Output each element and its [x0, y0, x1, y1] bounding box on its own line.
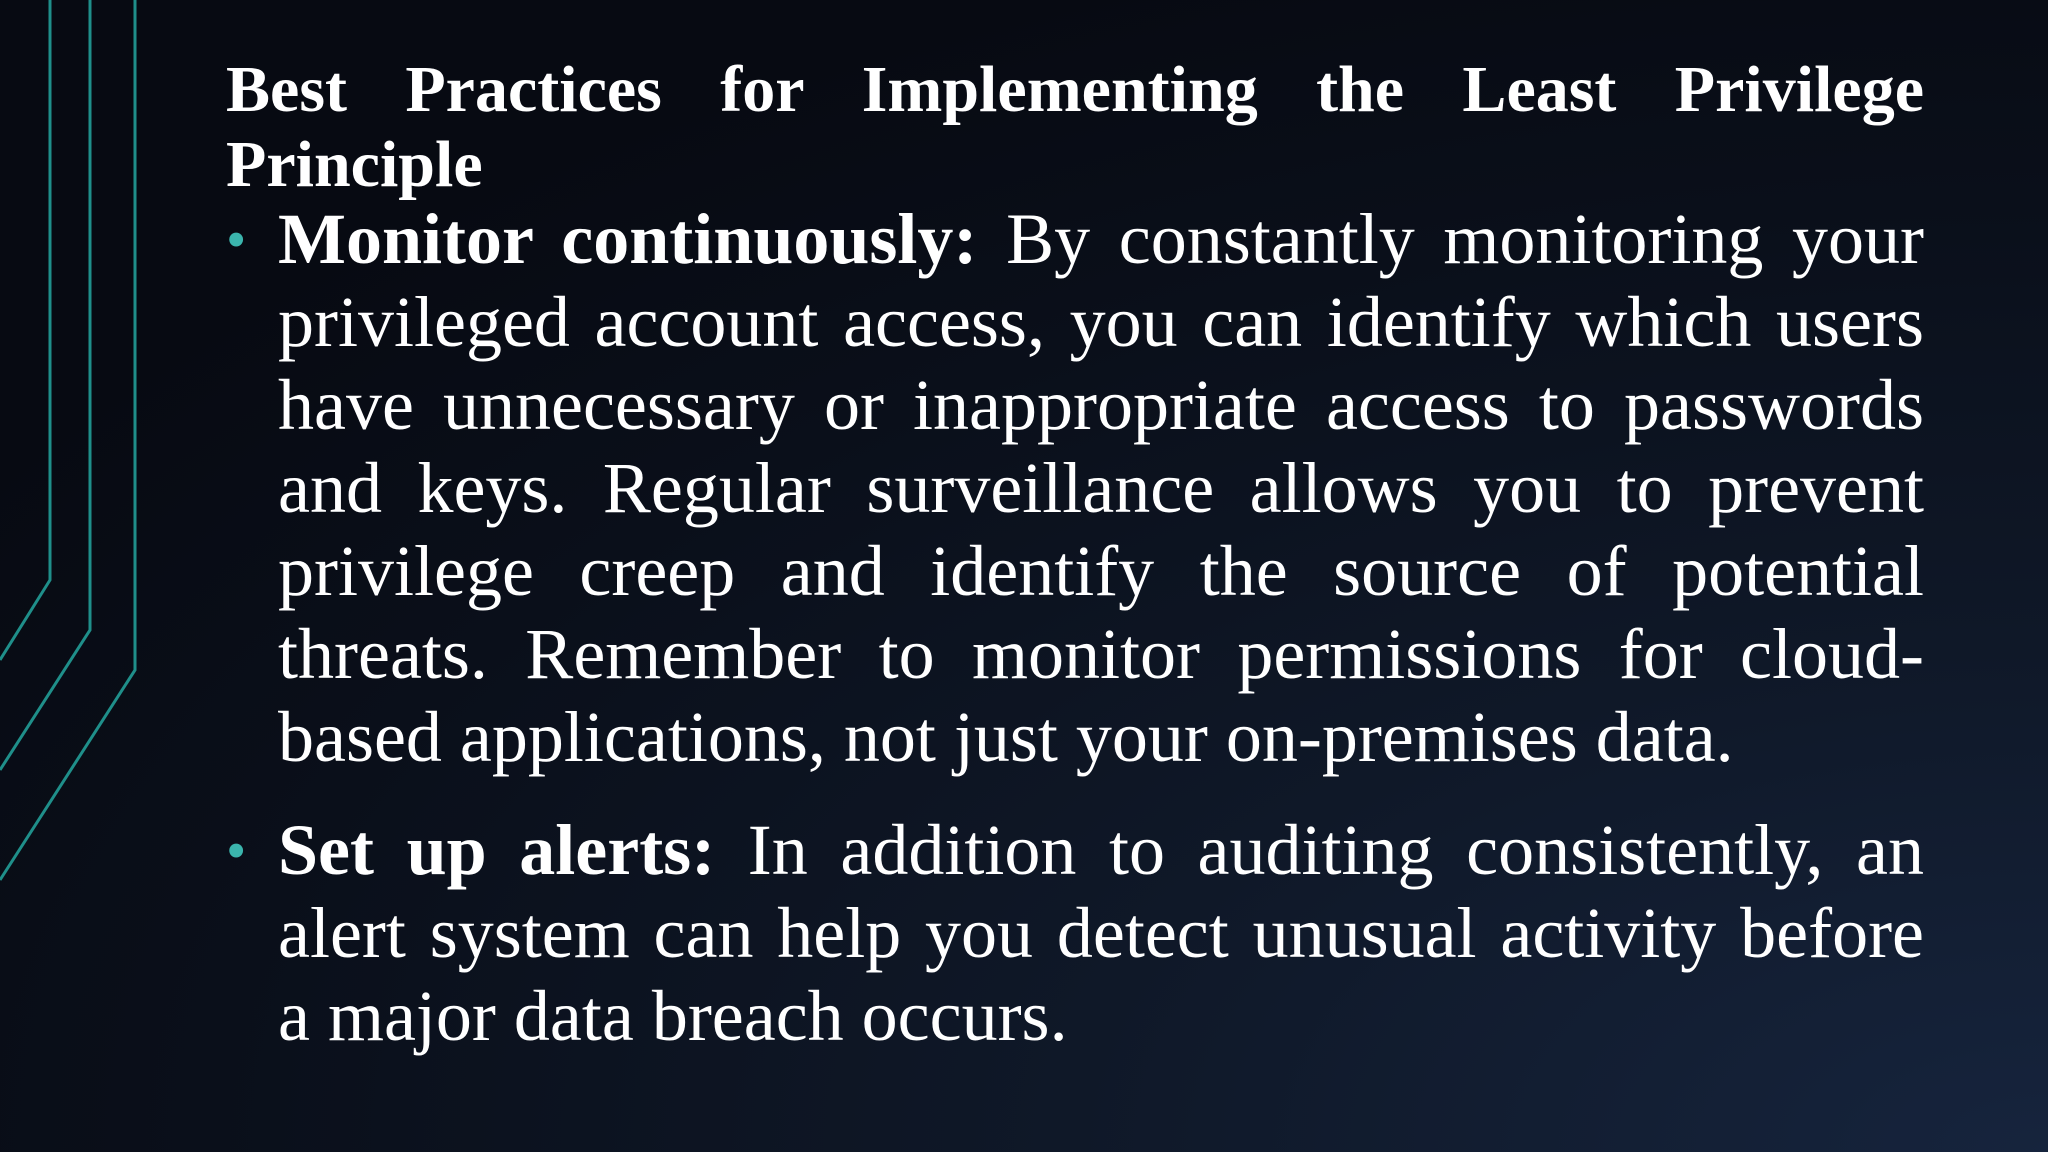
deco-line-outer	[0, 0, 135, 880]
decorative-lines	[0, 0, 160, 1152]
bullet-item-set-up-alerts	[226, 809, 1924, 1058]
deco-line-middle	[0, 0, 90, 770]
bullet-text: By constantly monitoring your privileged account access, you can identify which users have unnecessary or inappropriate access to passwords and keys. Regular surveillance allows you to prevent privilege creep and identify the source of potential threats. Remember to monitor permissions for cloud-based applications, not just your on-premises data.	[278, 199, 1925, 777]
bullet-heading: Set up alerts:	[278, 810, 748, 890]
bullet-item-monitor-continuously	[226, 198, 1924, 779]
bullet-text: In addition to auditing consistently, an alert system can help you detect unusual activity before a major data breach occurs.	[278, 810, 1924, 1056]
bullet-dot-icon: •	[226, 207, 247, 272]
bullet-heading: Monitor continuously:	[278, 199, 1007, 279]
deco-line-inner	[0, 0, 50, 660]
bullet-dot-icon: •	[226, 818, 247, 883]
bullet-list	[226, 198, 1924, 1088]
slide-title: Best Practices for Implementing the Least Privilege Principle	[226, 53, 1924, 201]
